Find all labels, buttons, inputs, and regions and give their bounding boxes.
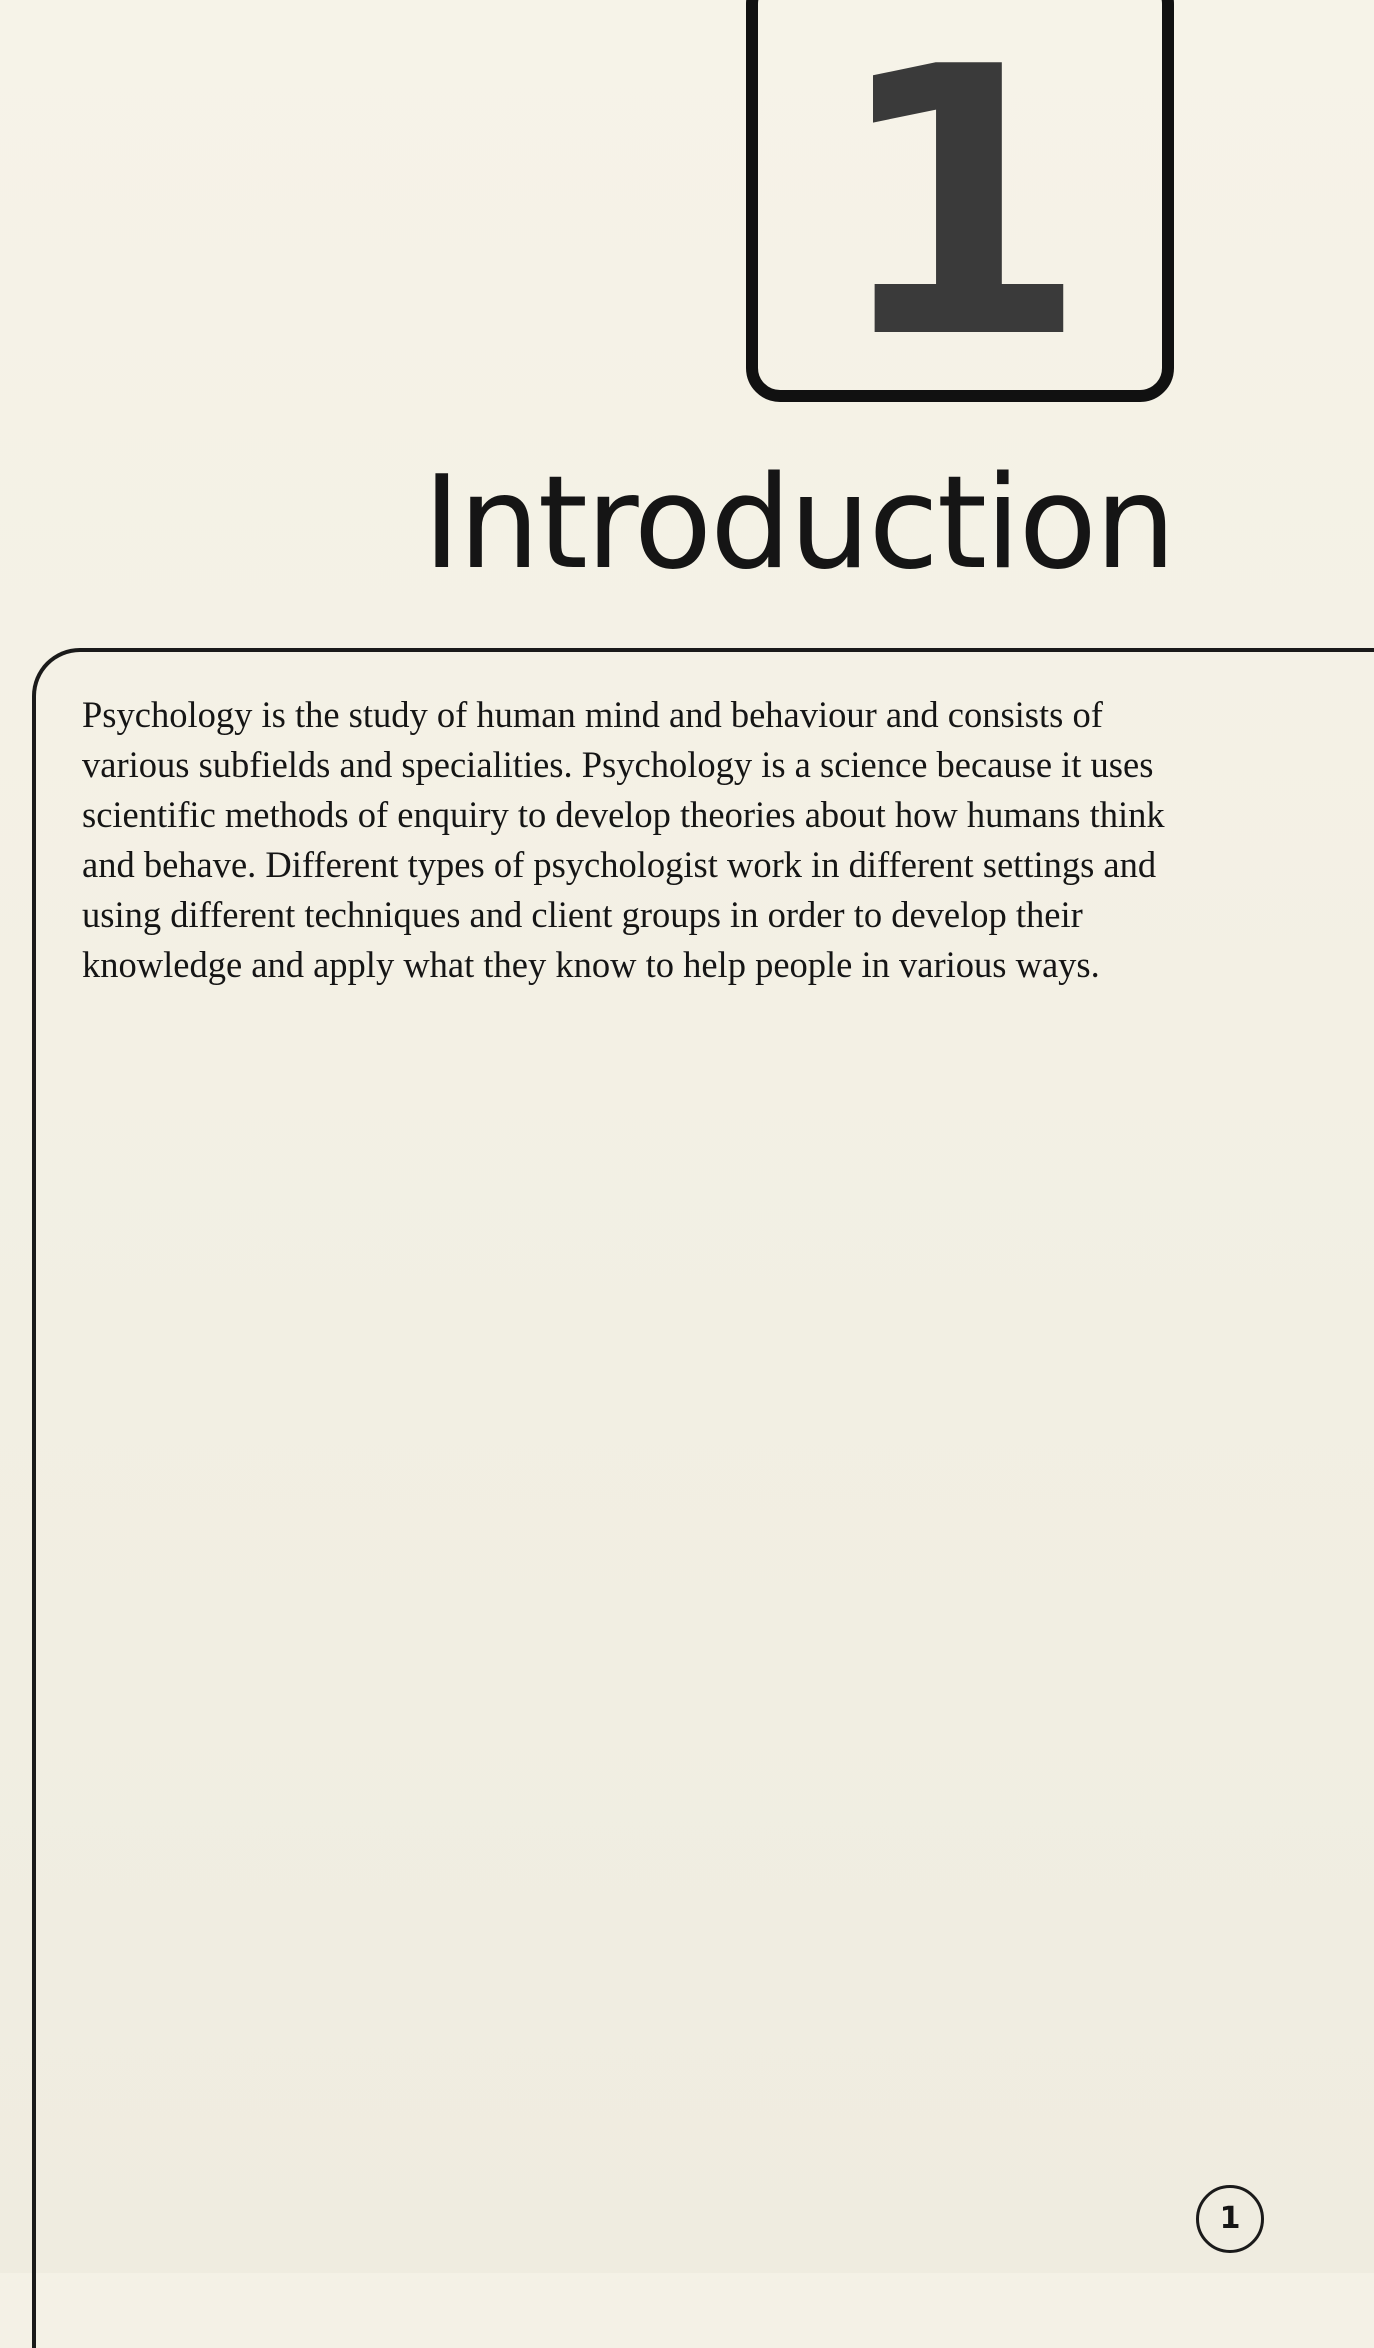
chapter-number-box	[746, 0, 1174, 420]
intro-paragraph: Psychology is the study of human mind and behaviour and consists of various subfields and specialities. Psychology is a science because it uses scientific methods of enquiry to develop theories about how humans think and behave. Different types of psychologist work in different settings and using different techniques and client groups in order to develop their knowledge and apply what they know to help people in various ways.	[82, 694, 1165, 985]
chapter-title: Introduction	[422, 449, 1174, 598]
chapter-number: 1	[831, 0, 1089, 420]
page-number: 1	[1196, 2185, 1264, 2253]
